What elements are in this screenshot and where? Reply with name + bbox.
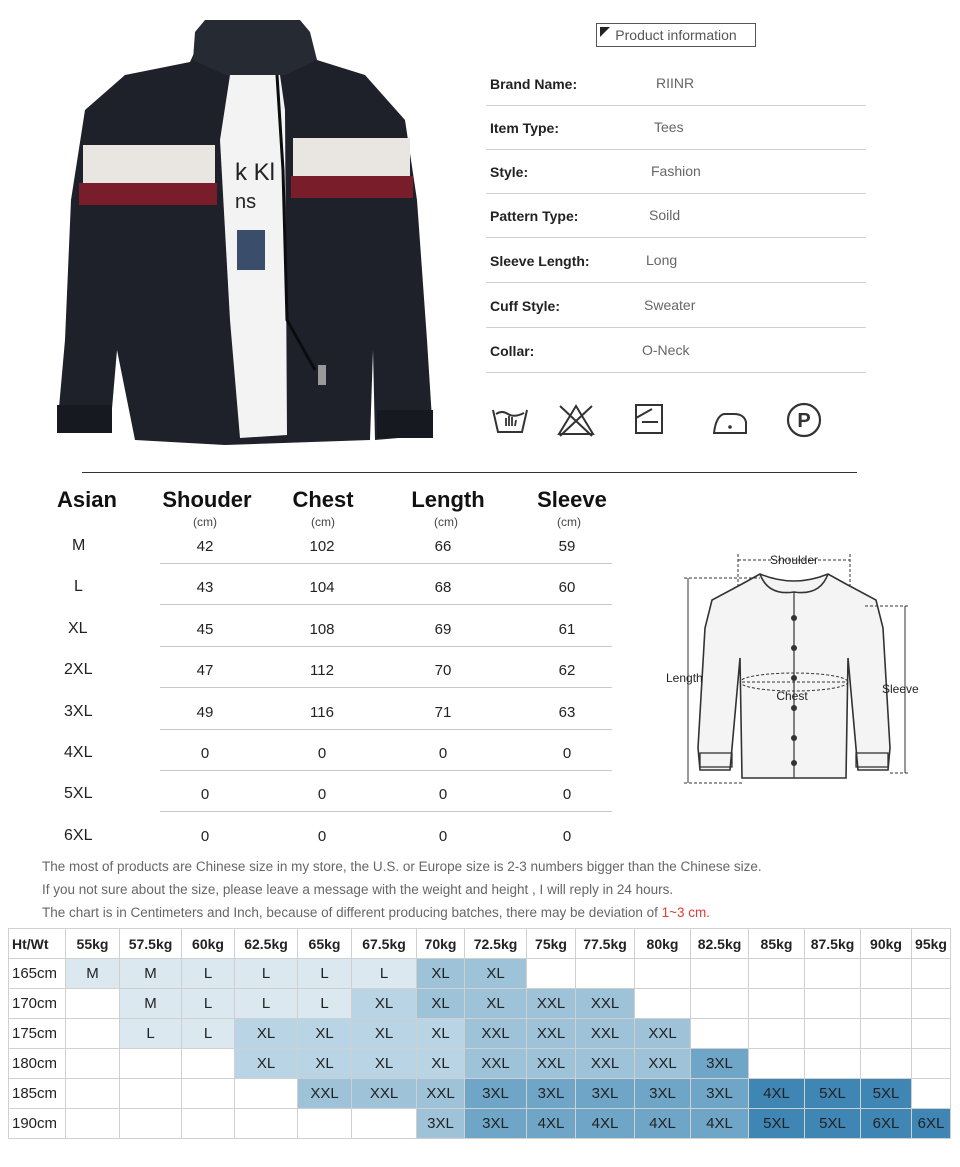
size-cell: XXL bbox=[635, 1049, 691, 1079]
row-divider bbox=[160, 646, 612, 647]
size-cell: 3XL bbox=[576, 1079, 635, 1109]
size-cell: XL bbox=[417, 1019, 465, 1049]
size-cell bbox=[182, 1109, 235, 1139]
weight-header: 90kg bbox=[861, 929, 912, 959]
info-label: Cuff Style: bbox=[490, 298, 560, 314]
size-label: 3XL bbox=[64, 702, 93, 720]
table-row bbox=[9, 1049, 951, 1079]
size-cell bbox=[235, 1079, 298, 1109]
weight-header: 55kg bbox=[66, 929, 120, 959]
info-label: Sleeve Length: bbox=[490, 253, 590, 269]
section-divider bbox=[82, 472, 857, 473]
chest-unit: (cm) bbox=[311, 515, 335, 529]
note-deviation-range: 1~3 cm. bbox=[661, 905, 711, 920]
diagram-chest-label: Chest bbox=[776, 689, 808, 703]
dry-clean-p-icon bbox=[784, 400, 824, 440]
size-cell bbox=[805, 1019, 861, 1049]
size-cell: 5XL bbox=[805, 1079, 861, 1109]
height-label: 180cm bbox=[9, 1049, 66, 1079]
size-cell bbox=[749, 1049, 805, 1079]
info-value: Soild bbox=[649, 207, 681, 223]
size-value: 0 bbox=[562, 786, 572, 804]
size-value: 60 bbox=[558, 579, 576, 597]
size-value: 116 bbox=[310, 703, 334, 721]
size-cell bbox=[182, 1049, 235, 1079]
row-divider bbox=[160, 563, 612, 564]
size-cell: 4XL bbox=[527, 1109, 576, 1139]
size-cell: M bbox=[120, 989, 182, 1019]
size-cell: XXL bbox=[527, 1019, 576, 1049]
row-divider bbox=[160, 687, 612, 688]
size-cell bbox=[912, 1049, 951, 1079]
size-value: 71 bbox=[434, 703, 452, 721]
size-value: 42 bbox=[196, 538, 214, 555]
sleeve-unit: (cm) bbox=[557, 515, 581, 529]
size-value: 0 bbox=[562, 827, 572, 845]
size-cell bbox=[635, 989, 691, 1019]
size-cell: 3XL bbox=[691, 1049, 749, 1079]
size-cell: XL bbox=[465, 989, 527, 1019]
height-label: 190cm bbox=[9, 1109, 66, 1139]
info-label: Collar: bbox=[490, 343, 535, 359]
size-value: 102 bbox=[309, 538, 335, 555]
size-value: 59 bbox=[558, 538, 576, 555]
size-cell bbox=[749, 959, 805, 989]
weight-header: 77.5kg bbox=[576, 929, 635, 959]
length-col-header: Length bbox=[411, 487, 485, 512]
table-row bbox=[9, 1019, 951, 1049]
svg-text:k Kl: k Kl bbox=[235, 159, 276, 186]
size-cell bbox=[691, 989, 749, 1019]
size-value: 0 bbox=[438, 786, 448, 804]
size-value: 0 bbox=[200, 745, 210, 762]
size-cell: L bbox=[352, 959, 417, 989]
size-label: 4XL bbox=[64, 744, 93, 761]
diagram-shoulder-label: Shoulder bbox=[769, 553, 819, 567]
weight-header: 85kg bbox=[749, 929, 805, 959]
size-cell: XXL bbox=[527, 1049, 576, 1079]
size-value: 62 bbox=[558, 662, 576, 680]
size-value: 45 bbox=[196, 620, 214, 638]
size-cell bbox=[120, 1049, 182, 1079]
product-info-header bbox=[596, 23, 756, 47]
size-cell: M bbox=[66, 959, 120, 989]
note-deviation-text: The chart is in Centimeters and Inch, because of different producing batches, there may be deviation of bbox=[42, 905, 662, 920]
size-cell: L bbox=[182, 959, 235, 989]
info-row-sleeve-length bbox=[486, 239, 866, 283]
table-row bbox=[9, 989, 951, 1019]
info-row-item-type bbox=[486, 106, 866, 150]
diagram-length-label: Length bbox=[666, 671, 703, 685]
row-divider bbox=[160, 770, 612, 771]
size-cell: 6XL bbox=[912, 1109, 951, 1139]
size-cell: 3XL bbox=[635, 1079, 691, 1109]
size-cell: XL bbox=[235, 1019, 298, 1049]
info-value: Sweater bbox=[644, 297, 696, 313]
size-label: XL bbox=[68, 619, 88, 637]
corner-marker-icon bbox=[600, 27, 610, 37]
info-row-pattern-type bbox=[486, 194, 866, 238]
size-cell bbox=[861, 1019, 912, 1049]
size-cell bbox=[805, 1049, 861, 1079]
info-value: Long bbox=[646, 252, 678, 268]
size-cell: XXL bbox=[576, 989, 635, 1019]
dry-flat-icon bbox=[630, 400, 670, 440]
size-value: 0 bbox=[317, 827, 327, 845]
size-cell: XL bbox=[465, 959, 527, 989]
size-cell: XL bbox=[417, 989, 465, 1019]
size-recommendation-table bbox=[8, 928, 951, 1139]
size-cell bbox=[66, 1109, 120, 1139]
height-label: 165cm bbox=[9, 959, 66, 989]
size-label: 2XL bbox=[64, 661, 93, 679]
size-cell: L bbox=[120, 1019, 182, 1049]
size-cell bbox=[352, 1109, 417, 1139]
weight-header: 95kg bbox=[912, 929, 951, 959]
size-cell: XL bbox=[298, 1019, 352, 1049]
product-info-title: Product information bbox=[615, 27, 737, 43]
size-value: 104 bbox=[309, 579, 335, 597]
size-value: 70 bbox=[434, 662, 452, 680]
size-cell bbox=[576, 959, 635, 989]
size-cell: M bbox=[120, 959, 182, 989]
size-cell bbox=[527, 959, 576, 989]
size-label: L bbox=[74, 578, 83, 596]
size-cell: XL bbox=[417, 1049, 465, 1079]
size-value: 108 bbox=[309, 620, 335, 638]
size-cell: L bbox=[235, 989, 298, 1019]
size-cell: 5XL bbox=[861, 1079, 912, 1109]
info-value: Tees bbox=[654, 119, 684, 135]
shoulder-col-header: Shouder bbox=[162, 487, 252, 512]
size-value: 0 bbox=[317, 786, 327, 804]
table-row bbox=[9, 1079, 951, 1109]
size-value: 69 bbox=[434, 620, 452, 638]
weight-header: 80kg bbox=[635, 929, 691, 959]
size-cell: L bbox=[235, 959, 298, 989]
size-cell bbox=[861, 989, 912, 1019]
size-value: 0 bbox=[438, 745, 448, 762]
size-value: 61 bbox=[558, 620, 576, 638]
weight-header: 82.5kg bbox=[691, 929, 749, 959]
size-cell: 4XL bbox=[749, 1079, 805, 1109]
size-value: 0 bbox=[200, 786, 210, 804]
size-cell bbox=[749, 1019, 805, 1049]
size-value: 49 bbox=[196, 703, 214, 721]
size-cell: XXL bbox=[465, 1019, 527, 1049]
info-label: Style: bbox=[490, 164, 529, 180]
diagram-sleeve-label: Sleeve bbox=[882, 682, 919, 696]
size-cell bbox=[120, 1109, 182, 1139]
info-label: Brand Name: bbox=[490, 76, 578, 92]
weight-header: 87.5kg bbox=[805, 929, 861, 959]
no-bleach-icon bbox=[556, 400, 596, 440]
size-cell: 3XL bbox=[691, 1079, 749, 1109]
sleeve-col-header: Sleeve bbox=[537, 487, 607, 512]
size-cell: XL bbox=[352, 1049, 417, 1079]
size-cell bbox=[912, 1079, 951, 1109]
size-cell bbox=[691, 1019, 749, 1049]
size-cell: XL bbox=[352, 989, 417, 1019]
size-cell: XL bbox=[298, 1049, 352, 1079]
size-cell: 3XL bbox=[527, 1079, 576, 1109]
size-cell: XXL bbox=[576, 1019, 635, 1049]
chest-col-header: Chest bbox=[292, 487, 354, 512]
size-cell: 5XL bbox=[749, 1109, 805, 1139]
size-cell: XL bbox=[352, 1019, 417, 1049]
size-value: 0 bbox=[200, 827, 210, 845]
size-cell bbox=[235, 1109, 298, 1139]
size-cell bbox=[182, 1079, 235, 1109]
hand-wash-icon bbox=[490, 400, 530, 440]
size-cell bbox=[912, 959, 951, 989]
size-cell: XXL bbox=[527, 989, 576, 1019]
measurement-diagram bbox=[660, 548, 930, 788]
svg-text:ns: ns bbox=[235, 191, 257, 213]
size-cell bbox=[66, 1019, 120, 1049]
note-chinese-size: The most of products are Chinese size in my store, the U.S. or Europe size is 2-3 numbers bigger than the Chinese size. bbox=[42, 859, 762, 874]
size-cell: XL bbox=[235, 1049, 298, 1079]
size-cell: 3XL bbox=[417, 1109, 465, 1139]
svg-text:P: P bbox=[797, 410, 811, 432]
table-row bbox=[9, 1109, 951, 1139]
size-cell bbox=[805, 989, 861, 1019]
size-label: 5XL bbox=[64, 785, 93, 803]
note-leave-message: If you not sure about the size, please leave a message with the weight and height , I will reply in 24 hours. bbox=[42, 882, 674, 897]
weight-header: 72.5kg bbox=[465, 929, 527, 959]
size-cell bbox=[66, 989, 120, 1019]
size-cell: XXL bbox=[298, 1079, 352, 1109]
size-cell: XXL bbox=[465, 1049, 527, 1079]
size-cell bbox=[66, 1049, 120, 1079]
size-value: 66 bbox=[434, 538, 452, 555]
info-row-style bbox=[486, 150, 866, 194]
product-photo bbox=[55, 20, 445, 450]
weight-header: 70kg bbox=[417, 929, 465, 959]
info-row-collar bbox=[486, 329, 866, 373]
size-cell bbox=[298, 1109, 352, 1139]
size-cell bbox=[120, 1079, 182, 1109]
size-cell bbox=[861, 1049, 912, 1079]
row-divider bbox=[160, 729, 612, 730]
info-value: O-Neck bbox=[642, 342, 690, 358]
height-label: 185cm bbox=[9, 1079, 66, 1109]
size-cell bbox=[749, 989, 805, 1019]
size-value: 47 bbox=[196, 662, 214, 680]
size-cell: XXL bbox=[352, 1079, 417, 1109]
iron-icon bbox=[710, 400, 750, 440]
shoulder-unit: (cm) bbox=[193, 515, 217, 529]
size-cell: 4XL bbox=[576, 1109, 635, 1139]
table-header-row bbox=[9, 929, 951, 959]
size-cell bbox=[805, 959, 861, 989]
size-cell: XXL bbox=[635, 1019, 691, 1049]
length-unit: (cm) bbox=[434, 515, 458, 529]
size-cell: L bbox=[182, 989, 235, 1019]
size-value: 43 bbox=[196, 579, 214, 597]
info-value: RIINR bbox=[656, 75, 695, 91]
size-cell: 3XL bbox=[465, 1109, 527, 1139]
size-cell bbox=[912, 989, 951, 1019]
size-cell: L bbox=[182, 1019, 235, 1049]
size-cell: 6XL bbox=[861, 1109, 912, 1139]
size-cell bbox=[912, 1019, 951, 1049]
size-cell: 3XL bbox=[465, 1079, 527, 1109]
size-cell bbox=[66, 1079, 120, 1109]
size-cell: L bbox=[298, 989, 352, 1019]
size-value: 68 bbox=[434, 579, 452, 597]
size-label: 6XL bbox=[64, 826, 93, 844]
size-cell: XXL bbox=[417, 1079, 465, 1109]
size-value: 112 bbox=[310, 662, 334, 680]
row-divider bbox=[160, 811, 612, 812]
corner-header: Ht/Wt bbox=[9, 929, 66, 959]
size-cell: XXL bbox=[576, 1049, 635, 1079]
size-value: 0 bbox=[562, 745, 572, 762]
size-label: M bbox=[72, 537, 86, 554]
info-row-cuff-style bbox=[486, 284, 866, 328]
height-label: 175cm bbox=[9, 1019, 66, 1049]
size-cell: 5XL bbox=[805, 1109, 861, 1139]
size-cell bbox=[691, 959, 749, 989]
row-divider bbox=[160, 604, 612, 605]
size-cell: 4XL bbox=[691, 1109, 749, 1139]
weight-header: 67.5kg bbox=[352, 929, 417, 959]
size-value: 0 bbox=[438, 827, 448, 845]
info-label: Item Type: bbox=[490, 120, 559, 136]
size-col-header: Asian bbox=[57, 487, 117, 512]
size-cell bbox=[861, 959, 912, 989]
weight-header: 57.5kg bbox=[120, 929, 182, 959]
table-row bbox=[9, 959, 951, 989]
note-deviation bbox=[42, 905, 710, 920]
weight-header: 75kg bbox=[527, 929, 576, 959]
size-cell: XL bbox=[417, 959, 465, 989]
weight-header: 60kg bbox=[182, 929, 235, 959]
size-cell: 4XL bbox=[635, 1109, 691, 1139]
size-value: 63 bbox=[558, 703, 576, 721]
info-value: Fashion bbox=[651, 163, 701, 179]
info-label: Pattern Type: bbox=[490, 208, 579, 224]
info-row-brand bbox=[486, 62, 866, 106]
size-cell: L bbox=[298, 959, 352, 989]
size-value: 0 bbox=[317, 745, 327, 762]
size-cell bbox=[635, 959, 691, 989]
weight-header: 62.5kg bbox=[235, 929, 298, 959]
height-label: 170cm bbox=[9, 989, 66, 1019]
weight-header: 65kg bbox=[298, 929, 352, 959]
